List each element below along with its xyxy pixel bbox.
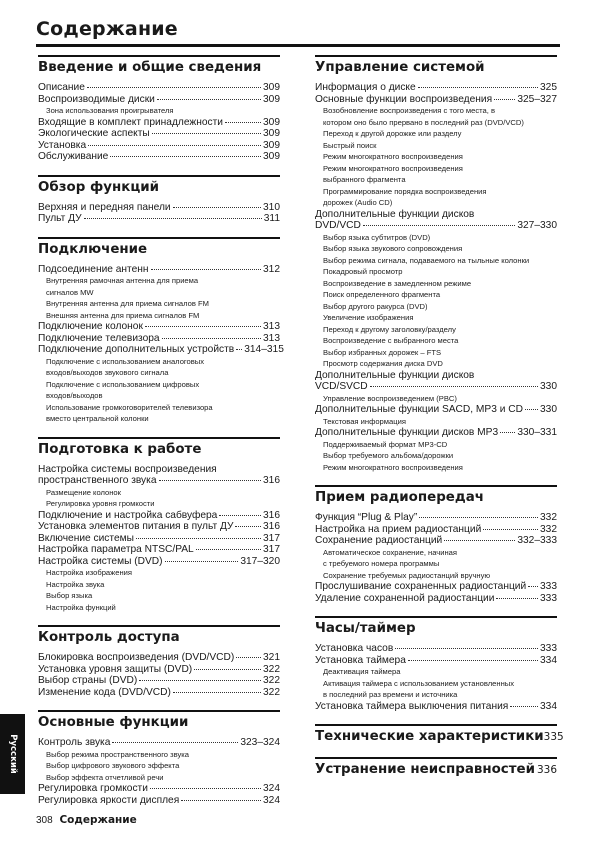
toc-entry[interactable] <box>38 687 280 699</box>
toc-subentry: Настройка звука <box>46 579 105 589</box>
toc-entry-page: 311 <box>263 213 280 224</box>
toc-subentry: Использование громкоговорителей телевизора <box>46 402 213 412</box>
toc-entry-page: 333 <box>540 592 557 604</box>
toc-entry-page: 334 <box>540 700 557 712</box>
dot-leader <box>150 788 261 789</box>
toc-entry-page: 309 <box>263 151 280 162</box>
toc-subentry: вместо центральной колонки <box>46 414 149 423</box>
toc-subentry: Выбор избранных дорожек – FTS <box>323 347 442 357</box>
toc-entry[interactable] <box>38 140 280 152</box>
toc-entry-title: Установка таймера <box>315 654 406 666</box>
toc-subentry: Внутренняя рамочная антенна для приема <box>46 276 199 285</box>
toc-subentry: Деактивация таймера <box>323 667 401 676</box>
toc-subentry: Зона использования проигрывателя <box>46 106 174 115</box>
toc-entry-title: Подключение дополнительных устройств <box>38 344 235 355</box>
toc-entry-page: 309 <box>263 128 280 139</box>
toc-subentry: Выбор цифрового звукового эффекта <box>46 761 180 770</box>
dot-leader <box>181 800 261 801</box>
toc-entry-page: 322 <box>263 663 280 675</box>
toc-entry[interactable] <box>315 655 557 667</box>
dot-leader <box>525 409 538 410</box>
toc-entry[interactable] <box>315 220 557 232</box>
toc-entry[interactable] <box>38 652 280 664</box>
toc-entry-page: 317 <box>263 544 280 555</box>
section-heading[interactable] <box>315 724 564 745</box>
section-heading[interactable]: Подключение <box>38 237 280 258</box>
toc-entries <box>38 737 280 806</box>
toc-entry-line[interactable]: Настройка системы воспроизведения <box>38 463 217 475</box>
toc-subentry: Быстрый поиск <box>323 140 377 150</box>
toc-entry[interactable] <box>38 128 280 140</box>
dot-leader <box>444 540 515 541</box>
toc-entry-title: Настройка параметра NTSC/PAL <box>38 544 194 555</box>
toc-subentry: Поиск определенного фрагмента <box>323 290 441 299</box>
toc-entry[interactable] <box>315 643 557 655</box>
toc-entry-title: Контроль звука <box>38 737 111 748</box>
toc-entry-page: 312 <box>263 263 280 275</box>
section-heading[interactable]: Подготовка к работе <box>38 437 280 458</box>
dot-leader <box>87 87 261 88</box>
toc-entries <box>38 82 280 163</box>
toc-entry[interactable] <box>38 664 280 676</box>
section-heading[interactable]: Введение и общие сведения <box>38 55 280 76</box>
toc-entry-title: Регулировка громкости <box>38 783 148 794</box>
section-heading[interactable]: Обзор функций <box>38 175 280 196</box>
toc-entry-title: Установка <box>38 139 87 151</box>
toc-entries <box>38 464 280 614</box>
toc-entry-title: Выбор страны (DVD) <box>38 675 138 686</box>
toc-entry-title: Установка уровня защиты (DVD) <box>38 663 193 675</box>
toc-entry-title: Сохранение радиостанций <box>315 535 443 546</box>
dot-leader <box>370 386 538 387</box>
toc-entry[interactable] <box>315 701 557 713</box>
dot-leader <box>219 515 261 516</box>
section-heading[interactable] <box>315 757 557 778</box>
toc-entry-page: 309 <box>263 93 280 105</box>
dot-leader <box>112 742 238 743</box>
dot-leader <box>236 349 242 350</box>
toc-entry-page: 317 <box>263 532 280 544</box>
toc-subentry: Выбор требуемого альбома/дорожки <box>323 451 454 460</box>
toc-entry[interactable] <box>315 524 557 536</box>
toc-subentry: сигналов MW <box>46 287 94 297</box>
dot-leader <box>84 218 262 219</box>
dot-leader <box>494 99 515 100</box>
toc-entry-page: 324 <box>263 794 280 806</box>
toc-section <box>38 237 284 425</box>
toc-entry-title: Экологические аспекты <box>38 128 150 139</box>
toc-subentry: Подключение с использованием аналоговых <box>46 356 205 366</box>
toc-subentry: Просмотр содержания диска DVD <box>323 359 443 368</box>
toc-entries <box>38 263 284 425</box>
toc-subentry: котором оно было прервано в последний раз (DVD/VCD) <box>323 117 524 127</box>
dot-leader <box>418 87 538 88</box>
section-heading[interactable]: Управление системой <box>315 55 557 76</box>
toc-entry-title: Удаление сохраненной радиостанции <box>315 592 495 604</box>
section-heading-page: 336 <box>536 764 557 776</box>
toc-entry[interactable] <box>38 344 284 356</box>
toc-entry-page: 316 <box>263 509 280 521</box>
toc-entry[interactable] <box>38 202 280 214</box>
dot-leader <box>225 122 261 123</box>
toc-entry-title: Установка часов <box>315 643 394 654</box>
toc-entry-page: 317–320 <box>240 555 280 567</box>
dot-leader <box>173 692 261 693</box>
section-heading-title: Технические характеристики <box>315 729 544 744</box>
title-rule <box>36 44 560 47</box>
toc-entry-title: DVD/VCD <box>315 220 361 231</box>
toc-entry-page: 327–330 <box>517 220 557 231</box>
dot-leader <box>196 549 261 550</box>
toc-entry-page: 322 <box>263 686 280 698</box>
toc-entry-page: 333 <box>540 643 557 654</box>
toc-subentry: Режим многократного воспроизведения <box>323 152 463 161</box>
dot-leader <box>110 156 261 157</box>
dot-leader <box>236 657 261 658</box>
toc-entry-title: Установка элементов питания в пульт ДУ <box>38 521 234 532</box>
toc-entry-page: 330–331 <box>517 427 557 438</box>
section-heading[interactable]: Контроль доступа <box>38 625 280 646</box>
toc-subentry: Режим многократного воспроизведения <box>323 462 463 472</box>
toc-entry-title: Воспроизводимые диски <box>38 93 155 105</box>
dot-leader <box>145 326 261 327</box>
language-tab-label: Русский <box>7 734 18 774</box>
toc-entry-title: Подсоединение антенн <box>38 263 149 275</box>
toc-subentry: Регулировка уровня громкости <box>46 499 155 508</box>
toc-entry[interactable] <box>38 521 280 533</box>
toc-entry-page: 313 <box>263 321 280 332</box>
toc-entry-title: VCD/SVCD <box>315 381 368 392</box>
section-heading-page: 335 <box>543 731 564 743</box>
toc-entry-page: 330 <box>540 404 557 415</box>
toc-entry-page: 309 <box>263 82 280 93</box>
toc-entry-page: 314–315 <box>244 344 284 355</box>
toc-entry[interactable] <box>315 593 557 605</box>
toc-entry-page: 324 <box>263 783 280 794</box>
toc-subentry: дорожек (Audio CD) <box>323 198 393 207</box>
toc-entry-line[interactable]: Дополнительные функции дисков <box>315 369 475 381</box>
toc-subentry: Сохранение требуемых радиостанций вручную <box>323 570 491 580</box>
toc-entry-page: 316 <box>263 521 280 532</box>
toc-entry-title: Настройка системы (DVD) <box>38 555 163 567</box>
section-heading[interactable]: Основные функции <box>38 710 280 731</box>
toc-entry-page: 334 <box>540 654 557 666</box>
toc-entry[interactable] <box>38 151 280 163</box>
toc-entry-title: Дополнительные функции дисков MP3 <box>315 427 499 438</box>
toc-subentry: Выбор языка звукового сопровождения <box>323 244 463 253</box>
dot-leader <box>152 133 261 134</box>
dot-leader <box>139 680 261 681</box>
toc-subentry: Внутренняя антенна для приема сигналов FM <box>46 299 209 308</box>
toc-entries <box>315 82 557 473</box>
toc-entry[interactable] <box>38 94 280 106</box>
toc-subentry: выбранного фрагмента <box>323 175 406 184</box>
toc-entry-page: 310 <box>263 201 280 213</box>
toc-entry-title: пространственного звука <box>38 475 157 486</box>
toc-entry-title: Описание <box>38 82 85 93</box>
toc-subentry: Выбор режима пространственного звука <box>46 749 189 759</box>
toc-entry[interactable] <box>315 381 557 393</box>
toc-entry[interactable] <box>38 795 280 807</box>
toc-subentry: Выбор языка субтитров (DVD) <box>323 232 431 242</box>
toc-column-left <box>38 55 284 818</box>
dot-leader <box>510 706 538 707</box>
toc-entry[interactable] <box>38 264 280 276</box>
dot-leader <box>235 526 261 527</box>
toc-subentry: Переход к другой дорожке или разделу <box>323 129 462 138</box>
toc-entry-title: Изменение кода (DVD/VCD) <box>38 686 171 698</box>
toc-subentry: Воспроизведение в замедленном режиме <box>323 278 472 288</box>
dot-leader <box>162 338 261 339</box>
toc-entry[interactable] <box>38 117 280 129</box>
toc-entry[interactable] <box>38 533 280 545</box>
toc-entry[interactable] <box>38 737 280 749</box>
toc-entry[interactable] <box>38 82 280 94</box>
toc-subentry: Выбор режима сигнала, подаваемого на тыльные колонки <box>323 255 530 265</box>
toc-entry[interactable] <box>38 333 280 345</box>
toc-subentry: входов/выходов звукового сигнала <box>46 368 169 377</box>
toc-subentry: Увеличение изображения <box>323 313 414 322</box>
toc-entries <box>315 512 557 604</box>
dot-leader <box>88 145 261 146</box>
toc-entry-page: 323–324 <box>240 737 280 748</box>
toc-subentry: Настройка функций <box>46 602 116 612</box>
toc-entry[interactable] <box>38 213 280 225</box>
toc-entry-title: Основные функции воспроизведения <box>315 93 493 105</box>
dot-leader <box>419 517 538 518</box>
toc-entry-title: Входящие в комплект принадлежности <box>38 116 223 128</box>
toc-entry-title: Включение системы <box>38 532 134 544</box>
toc-subentry: Покадровый просмотр <box>323 267 403 276</box>
toc-subentry: в последний раз времени и источника <box>323 690 458 699</box>
toc-entry-title: Функция “Plug & Play” <box>315 512 418 523</box>
dot-leader <box>157 99 261 100</box>
toc-section <box>315 757 557 778</box>
dot-leader <box>165 561 239 562</box>
section-heading-title: Устранение неисправностей <box>315 762 535 777</box>
footer-label: Содержание <box>59 814 137 826</box>
toc-entry[interactable] <box>38 783 280 795</box>
toc-entry[interactable] <box>315 535 557 547</box>
toc-subentry: Выбор другого ракурса (DVD) <box>323 301 428 311</box>
toc-entry[interactable] <box>315 427 557 439</box>
footer-page-number: 308 <box>36 815 53 826</box>
dot-leader <box>363 225 515 226</box>
toc-entry[interactable] <box>38 510 280 522</box>
toc-subentry: Размещение колонок <box>46 487 121 497</box>
toc-entry-title: Обслуживание <box>38 151 109 162</box>
dot-leader <box>173 207 261 208</box>
toc-subentry: с требуемого номера программы <box>323 559 440 568</box>
toc-section <box>38 437 280 614</box>
dot-leader <box>483 529 538 530</box>
toc-entry-title: Блокировка воспроизведения (DVD/VCD) <box>38 652 235 663</box>
toc-entry-title: Подключение и настройка сабвуфера <box>38 509 218 521</box>
toc-entry-page: 313 <box>263 332 280 344</box>
toc-subentry: Управление воспроизведением (PBC) <box>323 393 457 403</box>
dot-leader <box>194 669 261 670</box>
toc-entries <box>38 652 280 698</box>
toc-subentry: Выбор эффекта отчетливой речи <box>46 772 164 782</box>
toc-entries <box>315 643 557 712</box>
toc-entry-title: Верхняя и передняя панели <box>38 201 171 213</box>
toc-subentry: Подключение с использованием цифровых <box>46 379 200 389</box>
toc-subentry: Выбор языка <box>46 591 93 600</box>
section-heading[interactable]: Прием радиопередач <box>315 485 557 506</box>
toc-subentry: Внешняя антенна для приема сигналов FM <box>46 310 200 320</box>
dot-leader <box>159 480 262 481</box>
toc-entry-page: 332 <box>540 512 557 523</box>
toc-entry-page: 330 <box>540 381 557 392</box>
toc-entry-title: Информация о диске <box>315 82 416 93</box>
toc-section <box>38 55 280 163</box>
toc-section <box>315 55 557 473</box>
toc-column-right <box>315 55 564 790</box>
toc-entry-title: Установка таймера выключения питания <box>315 700 509 712</box>
dot-leader <box>395 648 538 649</box>
toc-subentry: Переход к другому заголовку/разделу <box>323 324 456 334</box>
toc-entry-title: Дополнительные функции SACD, MP3 и CD <box>315 404 523 415</box>
section-heading[interactable]: Часы/таймер <box>315 616 557 637</box>
toc-entry-title: Подключение колонок <box>38 321 143 332</box>
dot-leader <box>408 660 538 661</box>
toc-entry-page: 321 <box>263 652 280 663</box>
toc-section <box>315 724 564 745</box>
toc-subentry: Автоматическое сохранение, начиная <box>323 547 458 557</box>
toc-entry[interactable] <box>315 82 557 94</box>
toc-entry-page: 325–327 <box>517 93 557 105</box>
toc-section <box>315 485 557 604</box>
toc-section <box>315 616 557 712</box>
language-tab <box>0 714 25 794</box>
toc-entry-title: Настройка на прием радиостанций <box>315 523 482 535</box>
dot-leader <box>151 269 261 270</box>
toc-entry-page: 332 <box>540 523 557 535</box>
toc-entry[interactable] <box>38 675 280 687</box>
toc-section <box>38 710 280 806</box>
toc-subentry: Настройка изображения <box>46 568 133 577</box>
toc-entry[interactable] <box>315 94 557 106</box>
dot-leader <box>528 586 538 587</box>
toc-section <box>38 625 280 698</box>
toc-section <box>38 175 280 225</box>
toc-subentry: входов/выходов <box>46 391 103 400</box>
toc-entry-page: 322 <box>263 675 280 686</box>
toc-entry[interactable] <box>38 321 280 333</box>
toc-entry[interactable] <box>38 556 280 568</box>
toc-entry-page: 316 <box>263 475 280 486</box>
toc-entry[interactable] <box>315 512 557 524</box>
toc-subentry: Текстовая информация <box>323 416 406 426</box>
toc-entry-page: 333 <box>540 581 557 592</box>
toc-entry-title: Прослушивание сохраненных радиостанций <box>315 581 527 592</box>
dot-leader <box>496 598 538 599</box>
toc-subentry: Режим многократного воспроизведения <box>323 163 463 173</box>
toc-entry-title: Пульт ДУ <box>38 213 82 224</box>
toc-subentry: Воспроизведение с выбранного места <box>323 336 459 345</box>
toc-entry-page: 309 <box>263 139 280 151</box>
toc-entries <box>38 202 280 225</box>
toc-subentry: Программирование порядка воспроизведения <box>323 186 487 196</box>
toc-entry-title: Регулировка яркости дисплея <box>38 794 180 806</box>
toc-entry[interactable] <box>38 544 280 556</box>
toc-subentry: Активация таймера с использованием установленных <box>323 678 515 688</box>
toc-subentry: Поддерживаемый формат MP3-CD <box>323 439 448 449</box>
toc-entry[interactable] <box>38 475 280 487</box>
toc-entry-page: 332–333 <box>517 535 557 546</box>
toc-subentry: Возобновление воспроизведения с того места, в <box>323 106 496 115</box>
dot-leader <box>136 538 261 539</box>
toc-entry[interactable] <box>315 404 557 416</box>
toc-entry-page: 309 <box>263 116 280 128</box>
toc-entry-line[interactable]: Дополнительные функции дисков <box>315 208 475 220</box>
page-footer <box>36 814 137 826</box>
toc-entry-page: 325 <box>540 82 557 93</box>
page-title: Содержание <box>36 18 178 40</box>
toc-entry[interactable] <box>315 581 557 593</box>
toc-entry-title: Подключение телевизора <box>38 332 160 344</box>
dot-leader <box>500 432 515 433</box>
